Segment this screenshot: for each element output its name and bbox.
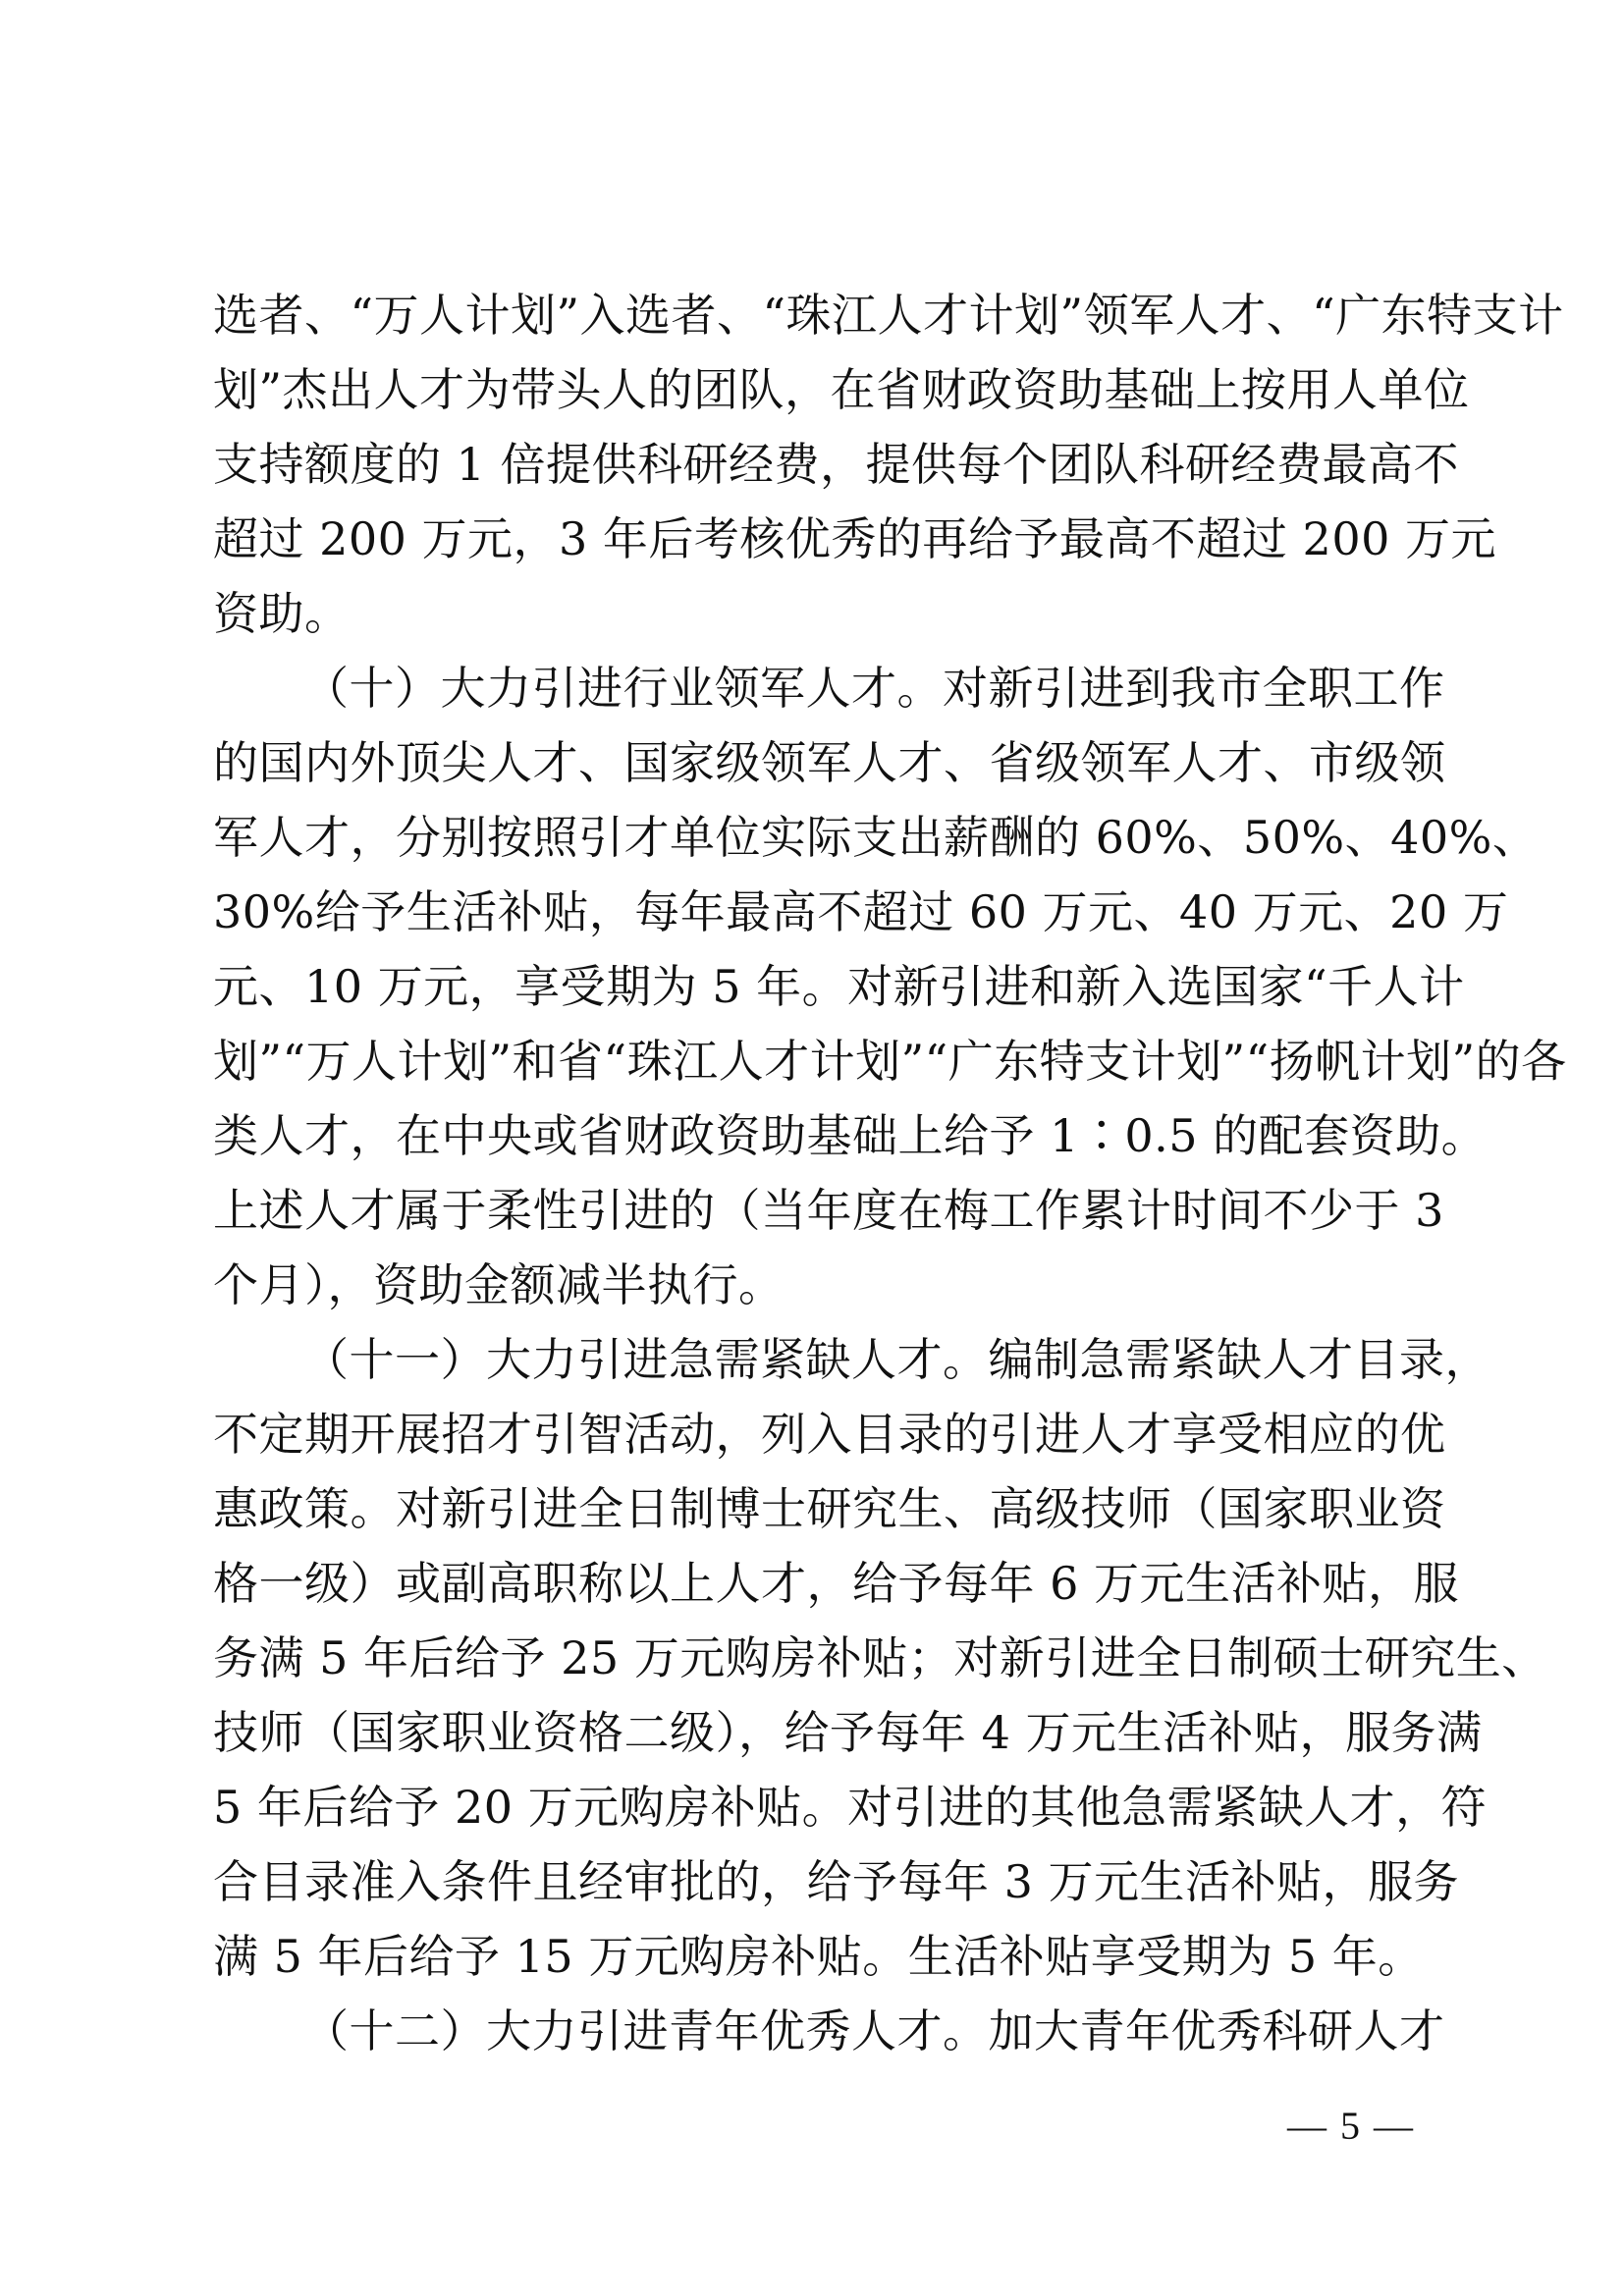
text-line: 的国内外顶尖人才、国家级领军人才、省级领军人才、市级领 <box>213 736 1446 789</box>
text-line: （十二）大力引进青年优秀人才。加大青年优秀科研人才 <box>303 2004 1445 2057</box>
text-line: 选者、“万人计划”入选者、“珠江人才计划”领军人才、“广东特支计 <box>213 289 1564 342</box>
text-line: （十）大力引进行业领军人才。对新引进到我市全职工作 <box>303 662 1445 715</box>
text-line: 合目录准入条件且经审批的，给予每年 3 万元生活补贴，服务 <box>213 1855 1460 1908</box>
text-line: 5 年后给予 20 万元购房补贴。对引进的其他急需紧缺人才，符 <box>213 1781 1488 1834</box>
text-line: 30%给予生活补贴，每年最高不超过 60 万元、40 万元、20 万 <box>213 885 1509 938</box>
text-line: 支持额度的 1 倍提供科研经费，提供每个团队科研经费最高不 <box>213 438 1460 491</box>
text-line: 惠政策。对新引进全日制博士研究生、高级技师（国家职业资 <box>213 1482 1446 1535</box>
text-line: 上述人才属于柔性引进的（当年度在梅工作累计时间不少于 3 <box>213 1184 1444 1237</box>
text-line: 超过 200 万元，3 年后考核优秀的再给予最高不超过 200 万元 <box>213 512 1496 565</box>
text-line: （十一）大力引进急需紧缺人才。编制急需紧缺人才目录， <box>303 1333 1490 1386</box>
page-number: — 5 — <box>1287 2104 1415 2148</box>
text-line: 军人才，分别按照引才单位实际支出薪酬的 60%、50%、40%、 <box>213 811 1539 864</box>
text-line: 划”杰出人才为带头人的团队，在省财政资助基础上按用人单位 <box>213 363 1470 416</box>
body-text <box>213 278 1567 2068</box>
text-line: 资助。 <box>213 587 351 640</box>
text-line: 技师（国家职业资格二级），给予每年 4 万元生活补贴，服务满 <box>213 1706 1483 1759</box>
text-line: 格一级）或副高职称以上人才，给予每年 6 万元生活补贴，服 <box>213 1557 1460 1610</box>
text-line: 务满 5 年后给予 25 万元购房补贴；对新引进全日制硕士研究生、 <box>213 1631 1547 1684</box>
text-line: 类人才，在中央或省财政资助基础上给予 1∶0.5 的配套资助。 <box>213 1109 1488 1162</box>
text-line: 划”“万人计划”和省“珠江人才计划”“广东特支计划”“扬帆计划”的各 <box>213 1035 1567 1088</box>
text-line: 元、10 万元，享受期为 5 年。对新引进和新入选国家“千人计 <box>213 960 1465 1013</box>
text-line: 个月），资助金额减半执行。 <box>213 1258 785 1311</box>
text-line: 满 5 年后给予 15 万元购房补贴。生活补贴享受期为 5 年。 <box>213 1930 1424 1983</box>
text-line: 不定期开展招才引智活动，列入目录的引进人才享受相应的优 <box>213 1408 1446 1461</box>
